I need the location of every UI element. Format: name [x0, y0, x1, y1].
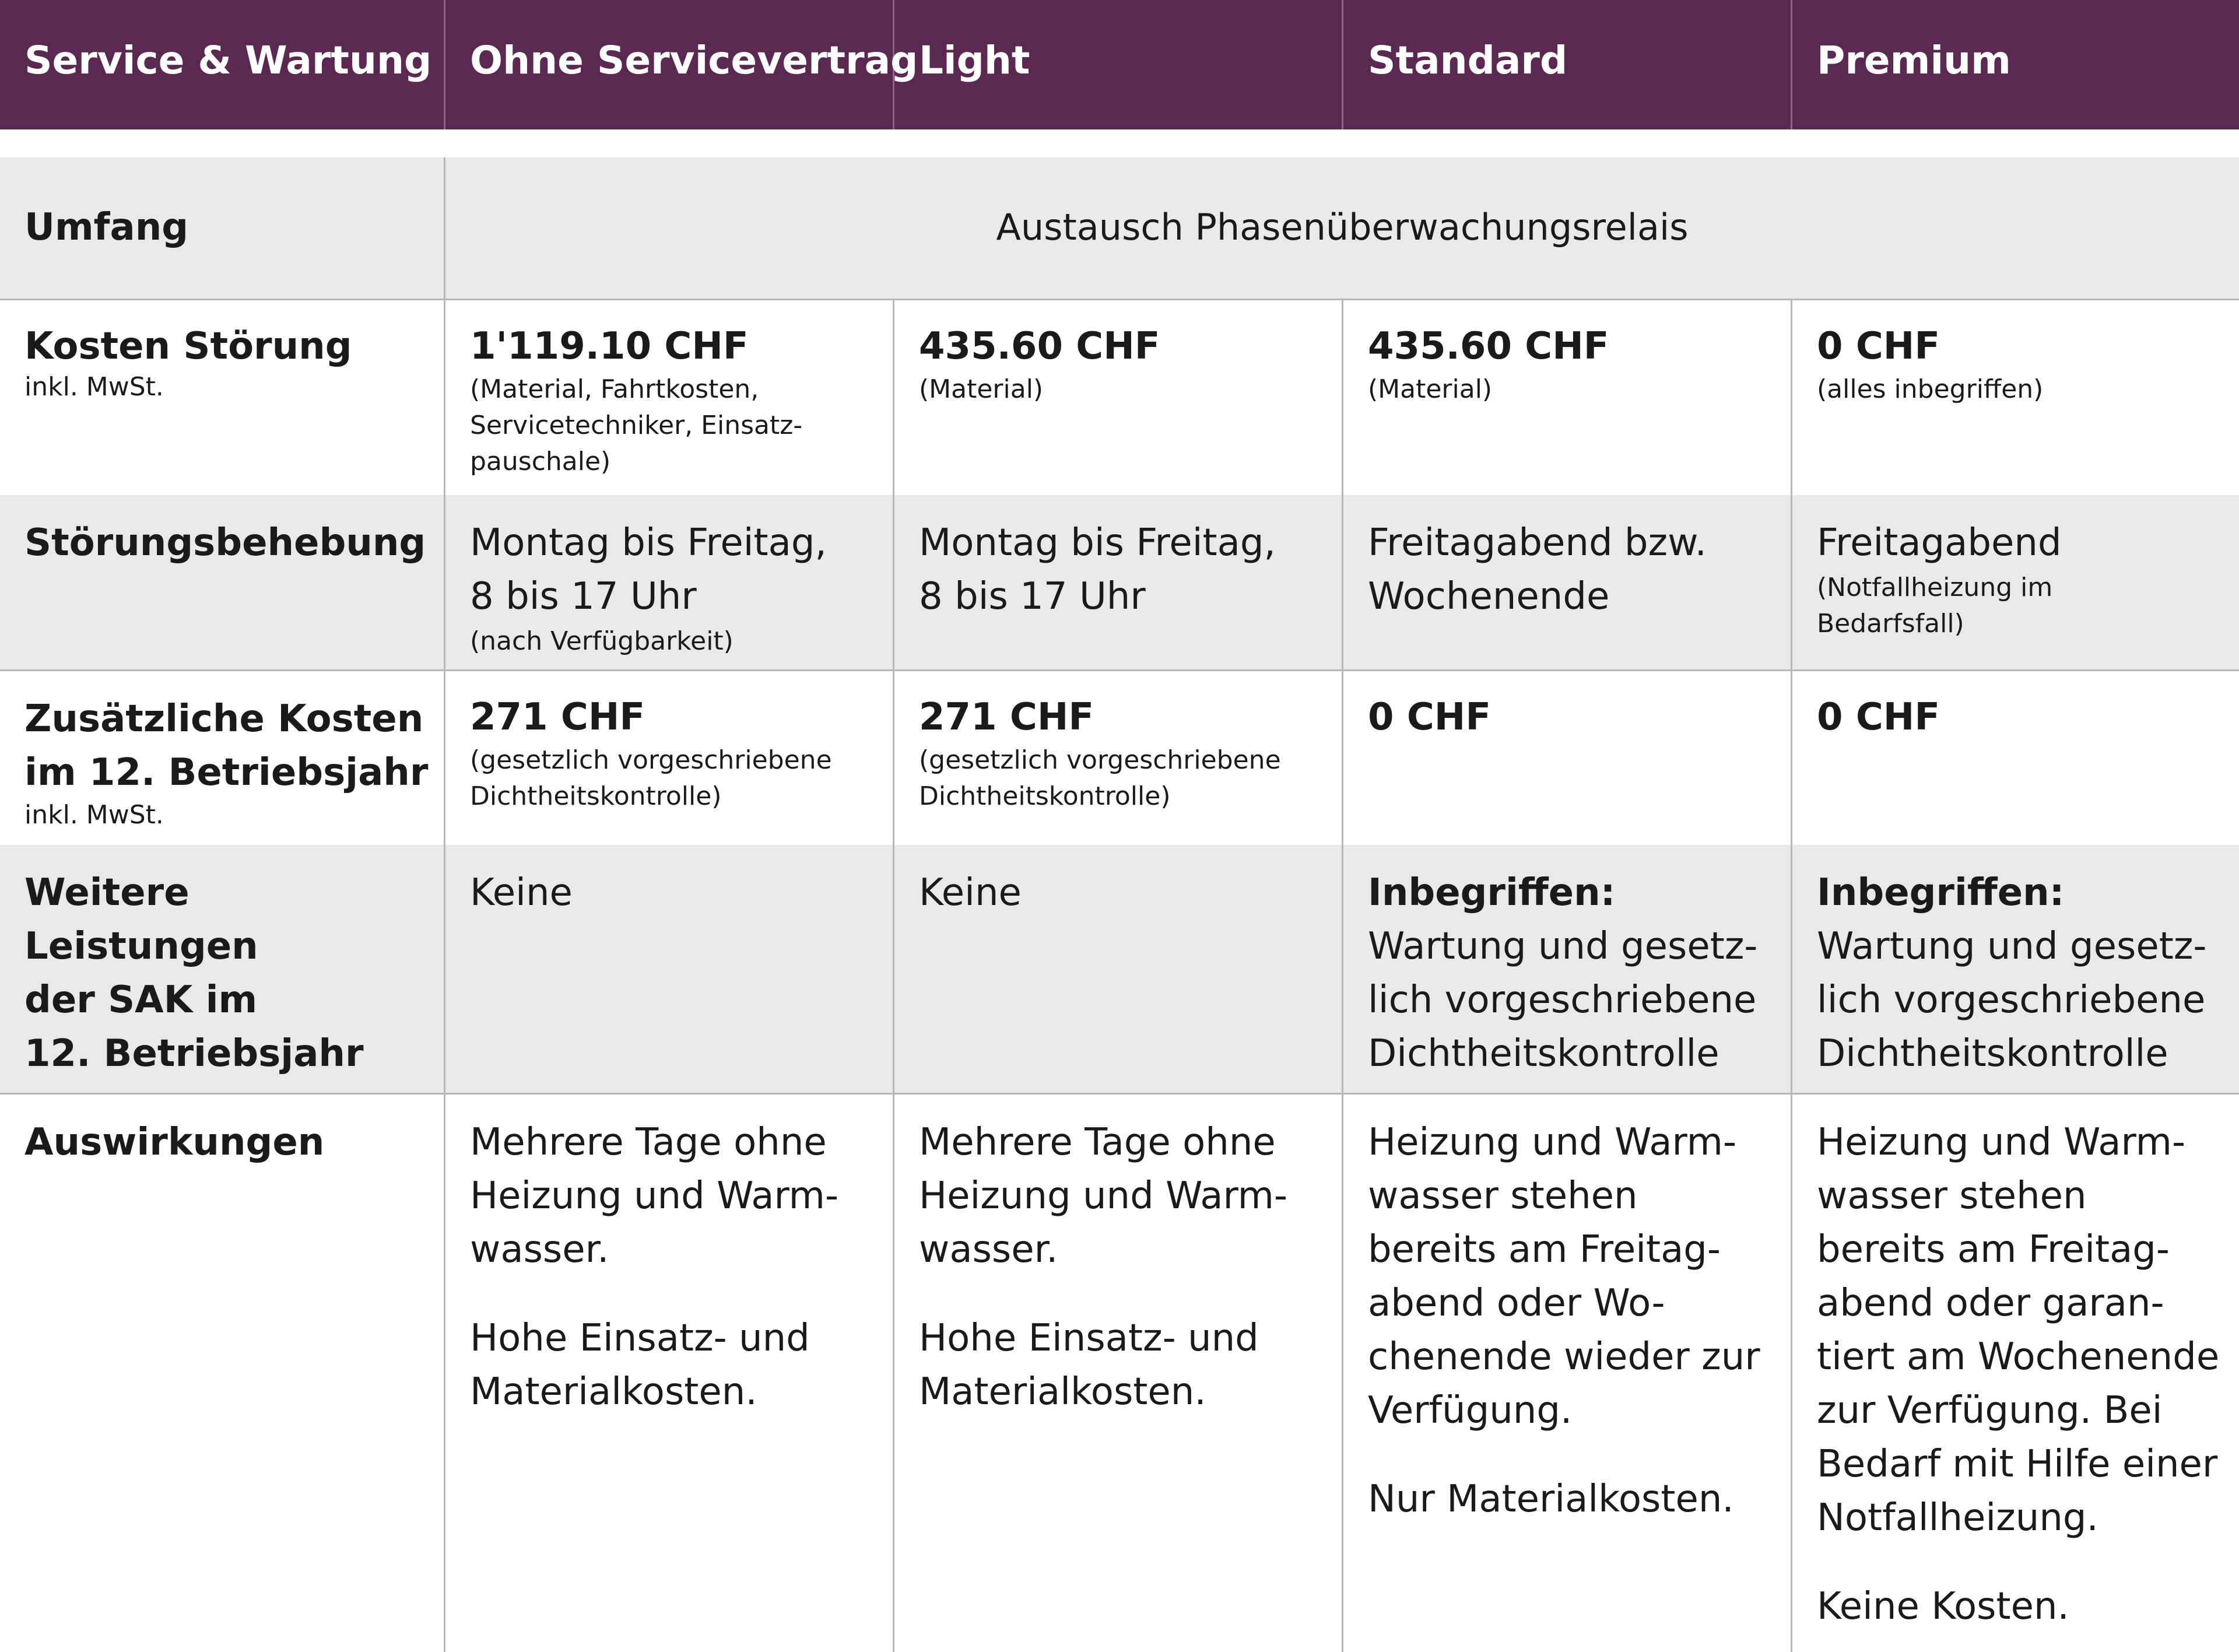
auswirkungen-premium: [1792, 1095, 2239, 1652]
cell-note: (Notfallheizung im Bedarfsfall): [1817, 573, 2053, 639]
row-label-stoerungsbehebung: Störungsbehebung: [24, 521, 426, 564]
header-service-wartung: Service & Wartung: [0, 0, 445, 129]
price-value: 435.60 CHF: [1368, 325, 1609, 368]
auswirkungen-ohne: [445, 1095, 894, 1652]
weitere-leistungen-ohne: [445, 845, 894, 1093]
price-value: 271 CHF: [470, 696, 645, 739]
header-light: Light: [894, 0, 1343, 129]
row-label-cell: [0, 157, 445, 299]
table-header-row: [0, 0, 2239, 129]
cell-text: Montag bis Freitag, 8 bis 17 Uhr: [470, 521, 827, 618]
cell-text: Freitagabend bzw. Wochenende: [1368, 521, 1707, 618]
row-label-cell: [0, 1095, 445, 1652]
cell-heading: Inbegriffen:: [1817, 871, 2065, 914]
price-value: 0 CHF: [1817, 325, 1940, 368]
price-note: (Material, Fahrtkosten, Servicetechniker, Einsatz- pauschale): [470, 374, 803, 476]
cell-text: Mehrere Tage ohne Heizung und Warm- wasser.: [919, 1121, 1288, 1271]
row-stoerungsbehebung: [0, 495, 2239, 669]
price-value: 1'119.10 CHF: [470, 325, 749, 368]
cell-text-2: Nur Materialkosten.: [1368, 1478, 1734, 1521]
cell-note: (nach Verfügbarkeit): [470, 626, 734, 656]
price-note: (alles inbegriffen): [1817, 374, 2044, 404]
cell-text-2: Hohe Einsatz- und Materialkosten.: [470, 1317, 810, 1414]
cell-text: Heizung und Warm- wasser stehen bereits am Freitag- abend oder garan- tiert am Wochenende zur Verfügung. Bei Bedarf mit Hilfe einer Notfallheizung.: [1817, 1121, 2220, 1539]
row-label-cell: [0, 671, 445, 845]
row-label-kosten-stoerung: Kosten Störung: [24, 325, 352, 368]
stoerungsbehebung-standard: [1343, 495, 1792, 669]
row-label-auswirkungen: Auswirkungen: [24, 1121, 325, 1164]
row-label-cell: [0, 495, 445, 669]
row-sublabel-mwst: inkl. MwSt.: [24, 800, 164, 830]
weitere-leistungen-premium: [1792, 845, 2239, 1093]
kosten-stoerung-light: [894, 300, 1343, 495]
row-label-weitere-leistungen: Weitere Leistungen der SAK im 12. Betriebsjahr: [24, 871, 364, 1075]
row-auswirkungen: [0, 1093, 2239, 1652]
zusaetzliche-kosten-premium: [1792, 671, 2239, 845]
row-sublabel-mwst: inkl. MwSt.: [24, 372, 164, 402]
header-ohne-servicevertrag: Ohne Servicevertrag: [445, 0, 894, 129]
row-label-zusaetzliche-kosten: Zusätzliche Kosten im 12. Betriebsjahr: [24, 697, 429, 794]
cell-text: Freitagabend: [1817, 521, 2062, 564]
header-premium: Premium: [1817, 38, 2011, 83]
price-value: 0 CHF: [1368, 696, 1492, 739]
price-note: (Material): [1368, 374, 1493, 404]
stoerungsbehebung-light: [894, 495, 1343, 669]
cell-text-2: Keine Kosten.: [1817, 1585, 2069, 1628]
cell-text: Montag bis Freitag, 8 bis 17 Uhr: [919, 521, 1276, 618]
zusaetzliche-kosten-standard: [1343, 671, 1792, 845]
row-label-cell: [0, 845, 445, 1093]
zusaetzliche-kosten-light: [894, 671, 1343, 845]
price-value: 0 CHF: [1817, 696, 1940, 739]
price-value: 271 CHF: [919, 696, 1094, 739]
weitere-leistungen-light: [894, 845, 1343, 1093]
cell-text: Wartung und gesetz- lich vorgeschriebene Dichtheitskontrolle: [1368, 925, 1758, 1075]
stoerungsbehebung-premium: [1792, 495, 2239, 669]
cell-text: Keine: [919, 871, 1022, 914]
weitere-leistungen-standard: [1343, 845, 1792, 1093]
stoerungsbehebung-ohne: [445, 495, 894, 669]
price-value: 435.60 CHF: [919, 325, 1160, 368]
auswirkungen-light: [894, 1095, 1343, 1652]
row-label-cell: [0, 300, 445, 495]
row-zusaetzliche-kosten: [0, 669, 2239, 845]
price-note: (gesetzlich vorgeschriebene Dichtheitskontrolle): [470, 745, 832, 811]
kosten-stoerung-ohne: [445, 300, 894, 495]
cell-text: Keine: [470, 871, 573, 914]
kosten-stoerung-premium: [1792, 300, 2239, 495]
row-label-umfang: Umfang: [24, 206, 189, 249]
row-weitere-leistungen: [0, 845, 2239, 1093]
cell-text-2: Hohe Einsatz- und Materialkosten.: [919, 1317, 1259, 1414]
zusaetzliche-kosten-ohne: [445, 671, 894, 845]
row-kosten-stoerung: [0, 299, 2239, 495]
auswirkungen-standard: [1343, 1095, 1792, 1652]
cell-text: Wartung und gesetz- lich vorgeschriebene Dichtheitskontrolle: [1817, 925, 2207, 1075]
row-umfang: [0, 157, 2239, 299]
header-standard: Standard: [1343, 0, 1792, 129]
cell-text: Heizung und Warm- wasser stehen bereits am Freitag- abend oder Wo- chenende wieder zur Verfügung.: [1368, 1121, 1760, 1432]
price-note: (Material): [919, 374, 1044, 404]
umfang-value: Austausch Phasenüberwachungsrelais: [996, 206, 1689, 248]
cell-heading: Inbegriffen:: [1368, 871, 1616, 914]
cell-text: Mehrere Tage ohne Heizung und Warm- wasser.: [470, 1121, 839, 1271]
kosten-stoerung-standard: [1343, 300, 1792, 495]
price-note: (gesetzlich vorgeschriebene Dichtheitskontrolle): [919, 745, 1281, 811]
